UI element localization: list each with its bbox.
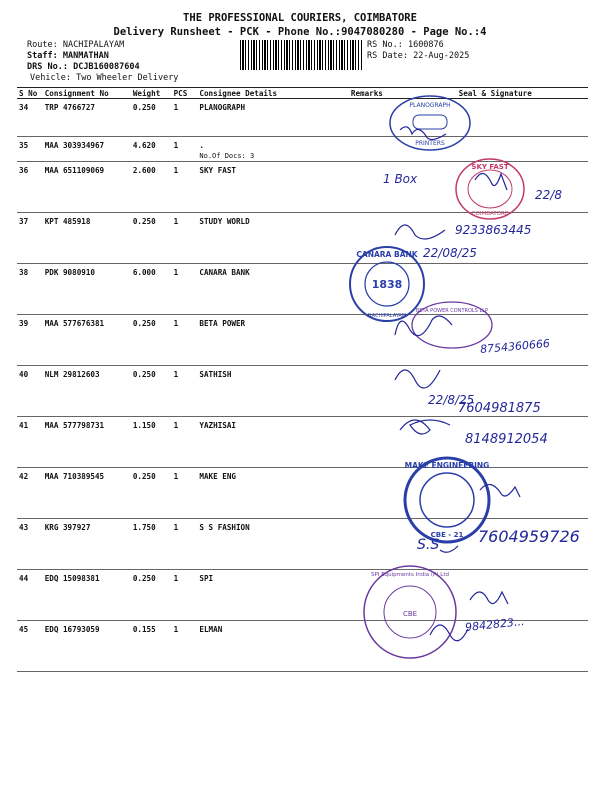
col-consignment: Consignment No	[43, 88, 131, 99]
runsheet-subtitle: Delivery Runsheet - PCK - Phone No.:9047080280 - Page No.:4	[113, 26, 487, 38]
row-pcs: 1	[172, 264, 198, 315]
row-consignee: SATHISH	[197, 366, 348, 417]
signature-scribbles	[380, 120, 580, 680]
row-sno: 45	[17, 621, 43, 672]
hw-r36-date: 22/8	[535, 188, 562, 202]
row-sno: 39	[17, 315, 43, 366]
row-consignment-no: MAA 710389545	[43, 468, 131, 519]
row-consignment-no: EDQ 16793059	[43, 621, 131, 672]
row-consignment-no: MAA 577676381	[43, 315, 131, 366]
row-consignment-no: TRP 4766727	[43, 99, 131, 137]
hw-r36-box: 1 Box	[383, 172, 418, 186]
stamp-make-name: MAKE ENGINEERING	[404, 461, 490, 470]
row-consignment-no: KRG 397927	[43, 519, 131, 570]
row-sno: 34	[17, 99, 43, 137]
stamp-canara-code: 1838	[371, 278, 403, 291]
row-weight: 0.250	[131, 570, 172, 621]
row-consignment-no: MAA 651109069	[43, 162, 131, 213]
row-sno: 37	[17, 213, 43, 264]
row-weight: 0.250	[131, 315, 172, 366]
row-consignee: STUDY WORLD	[197, 213, 348, 264]
staff-line: Staff: MANMATHAN	[27, 51, 109, 61]
row-pcs: 1	[172, 417, 198, 468]
row-sno: 35	[17, 137, 43, 162]
route-line: Route: NACHIPALAYAM	[27, 40, 125, 50]
row-weight: 0.250	[131, 366, 172, 417]
hw-r40-date: 22/8/25	[428, 393, 475, 407]
row-pcs: 1	[172, 621, 198, 672]
col-signature: Seal & Signature	[402, 88, 588, 99]
barcode	[240, 40, 363, 70]
stamp-text-bottom: PRINTERS	[415, 140, 445, 147]
row-consignee: YAZHISAI	[197, 417, 348, 468]
route-value: NACHIPALAYAM	[62, 40, 125, 50]
row-pcs: 1	[172, 570, 198, 621]
stamp-text-top: PLANOGRAPH	[409, 102, 451, 109]
row-weight: 6.000	[131, 264, 172, 315]
row-consignee: CANARA BANK	[197, 264, 348, 315]
row-weight: 1.150	[131, 417, 172, 468]
row-pcs: 1	[172, 468, 198, 519]
row-consignment-no: NLM 29812603	[43, 366, 131, 417]
rs-date-value: 22-Aug-2025	[413, 51, 470, 61]
col-remarks: Remarks	[349, 88, 403, 99]
vehicle-line: Vehicle: Two Wheeler Delivery	[30, 73, 179, 83]
stamp-canara-branch: NACHIPALAYAM	[367, 313, 407, 319]
hw-r37-date: 22/08/25	[423, 246, 477, 260]
row-sno: 38	[17, 264, 43, 315]
row-weight: 2.600	[131, 162, 172, 213]
row-consignment-no: EDQ 15098381	[43, 570, 131, 621]
table-header-row	[17, 88, 588, 99]
row-sno: 40	[17, 366, 43, 417]
stamp-canara-name: CANARA BANK	[356, 250, 418, 259]
row-sno: 43	[17, 519, 43, 570]
row-consignment-no: KPT 485918	[43, 213, 131, 264]
row-pcs: 1	[172, 213, 198, 264]
vehicle-value: Two Wheeler Delivery	[76, 73, 179, 83]
row-weight: 4.620	[131, 137, 172, 162]
hw-r43-name: S.S	[417, 537, 440, 553]
hw-r40-phone: 7604981875	[458, 401, 541, 416]
drs-line: DRS No.: DCJB160087604	[27, 62, 140, 72]
row-weight: 0.250	[131, 468, 172, 519]
hw-r45-phone: 9842823...	[464, 614, 526, 635]
row-consignment-no: PDK 9080910	[43, 264, 131, 315]
company-title: THE PROFESSIONAL COURIERS, COIMBATORE	[183, 12, 417, 24]
rs-date-line: RS Date: 22-Aug-2025	[367, 51, 470, 61]
row-pcs: 1	[172, 162, 198, 213]
col-weight: Weight	[131, 88, 172, 99]
rs-no-line: RS No.: 1600876	[367, 40, 444, 50]
row-pcs: 1	[172, 519, 198, 570]
hw-r39-phone: 8754360666	[479, 336, 551, 357]
row-pcs: 1	[172, 315, 198, 366]
row-consignee: SPI	[197, 570, 348, 621]
row-sno: 36	[17, 162, 43, 213]
col-pcs: PCS	[172, 88, 198, 99]
row-pcs: 1	[172, 366, 198, 417]
row-consignee: . No.Of Docs: 3	[197, 137, 348, 162]
staff-value: MANMATHAN	[62, 51, 109, 61]
stamp-make-city: CBE - 21	[430, 531, 464, 539]
hw-r41-phone: 8148912054	[465, 432, 548, 447]
row-weight: 1.750	[131, 519, 172, 570]
row-consignment-no: MAA 303934967	[43, 137, 131, 162]
row-consignment-no: MAA 577798731	[43, 417, 131, 468]
row-consignee: SKY FAST	[197, 162, 348, 213]
stamp-spi-city: CBE	[402, 610, 418, 618]
row-consignee: MAKE ENG	[197, 468, 348, 519]
row-sno: 41	[17, 417, 43, 468]
row-sno: 44	[17, 570, 43, 621]
row-pcs: 1	[172, 99, 198, 137]
hw-r43-phone: 7604959726	[478, 527, 580, 546]
row-consignee: S S FASHION	[197, 519, 348, 570]
stamp-skyfast-name: SKY FAST	[471, 163, 509, 171]
row-weight: 0.250	[131, 213, 172, 264]
row-consignee: PLANOGRAPH	[197, 99, 348, 137]
docs-count: No.Of Docs: 3	[199, 152, 255, 160]
rs-no-value: 1600876	[407, 40, 444, 50]
stamp-beta-name: BETA POWER CONTROLS LLP	[415, 308, 489, 314]
drs-value: DCJB160087604	[73, 62, 140, 72]
hw-r37-phone: 9233863445	[455, 223, 532, 237]
col-consignee: Consignee Details	[197, 88, 348, 99]
row-consignee: BETA POWER	[197, 315, 348, 366]
row-weight: 0.250	[131, 99, 172, 137]
row-weight: 0.155	[131, 621, 172, 672]
row-pcs: 1	[172, 137, 198, 162]
stamp-skyfast-city: COIMBATORE	[471, 211, 509, 217]
row-consignee: ELMAN	[197, 621, 348, 672]
row-sno: 42	[17, 468, 43, 519]
stamp-spi-name: SPI Equipments India (P) Ltd	[371, 572, 449, 578]
col-sno: S No	[17, 88, 43, 99]
